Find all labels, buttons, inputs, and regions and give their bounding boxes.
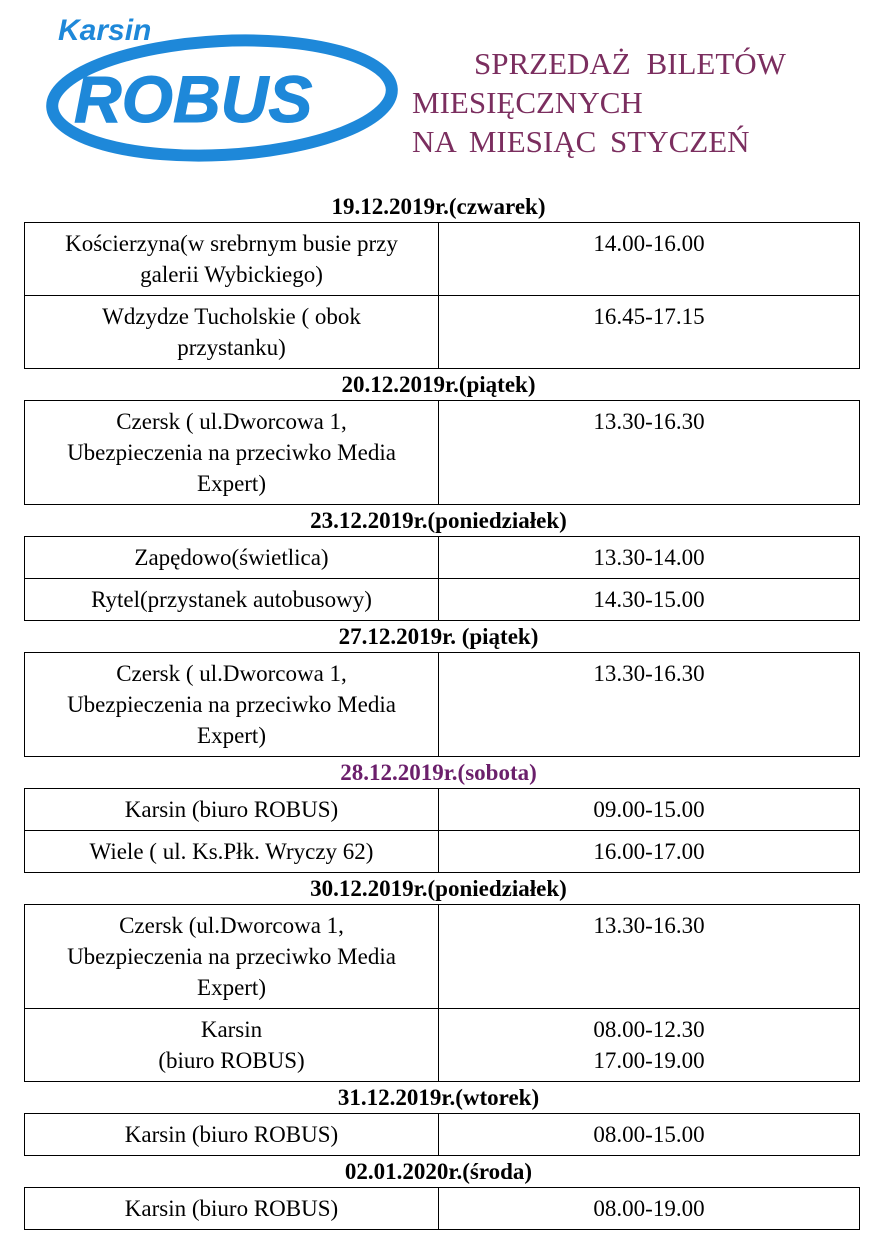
- title-line-1: SPRZEDAŻ BILETÓW: [474, 46, 786, 81]
- hours-line: 13.30-16.30: [593, 913, 705, 938]
- table-row: [25, 1114, 860, 1156]
- location-line: Ubezpieczenia na przeciwko Media: [67, 944, 396, 969]
- location-line: przystanku): [177, 335, 286, 360]
- location-line: Wiele ( ul. Ks.Płk. Wryczy 62): [89, 839, 374, 864]
- hours-line: 14.00-16.00: [593, 231, 705, 256]
- location-line: Czersk (ul.Dworcowa 1,: [119, 913, 344, 938]
- hours-line: 17.00-19.00: [593, 1048, 705, 1073]
- location-line: Karsin (biuro ROBUS): [124, 797, 339, 822]
- hours-line: 13.30-16.30: [593, 409, 705, 434]
- hours-cell: [439, 296, 860, 369]
- location-line: Expert): [197, 723, 266, 748]
- day-table: [24, 1187, 860, 1230]
- table-row: [25, 579, 860, 621]
- table-row: [25, 1188, 860, 1230]
- hours-cell: [439, 789, 860, 831]
- hours-cell: [439, 653, 860, 757]
- location-line: (biuro ROBUS): [158, 1048, 305, 1073]
- table-row: [25, 831, 860, 873]
- location-cell: [25, 1188, 439, 1230]
- location-line: Expert): [197, 471, 266, 496]
- day-header: 19.12.2019r.(czwarek): [331, 194, 546, 219]
- hours-cell: [439, 223, 860, 296]
- hours-cell: [439, 1009, 860, 1082]
- day-table: [24, 904, 860, 1082]
- day-table: [24, 222, 860, 369]
- hours-cell: [439, 905, 860, 1009]
- location-line: Ubezpieczenia na przeciwko Media: [67, 440, 396, 465]
- location-cell: [25, 401, 439, 505]
- day-table: [24, 1113, 860, 1156]
- location-line: Rytel(przystanek autobusowy): [91, 587, 372, 612]
- table-row: [25, 223, 860, 296]
- logo-big-text: ROBUS: [74, 62, 313, 136]
- logo-small-text: Karsin: [58, 14, 152, 47]
- day-header: 28.12.2019r.(sobota): [340, 760, 537, 785]
- title-line-2: MIESIĘCZNYCH: [412, 85, 643, 120]
- table-row: [25, 789, 860, 831]
- day-header: 20.12.2019r.(piątek): [341, 372, 536, 397]
- day-header: 30.12.2019r.(poniedziałek): [310, 876, 567, 901]
- table-row: [25, 537, 860, 579]
- location-cell: [25, 1114, 439, 1156]
- location-cell: [25, 1009, 439, 1082]
- hours-cell: [439, 831, 860, 873]
- location-cell: [25, 223, 439, 296]
- day-header: 27.12.2019r. (piątek): [338, 624, 539, 649]
- location-line: Czersk ( ul.Dworcowa 1,: [116, 409, 347, 434]
- table-row: [25, 905, 860, 1009]
- title-line-3: NA MIESIĄC STYCZEŃ: [412, 124, 750, 159]
- location-cell: [25, 579, 439, 621]
- day-header: 23.12.2019r.(poniedziałek): [310, 508, 567, 533]
- table-row: [25, 401, 860, 505]
- location-line: Ubezpieczenia na przeciwko Media: [67, 692, 396, 717]
- location-line: Kościerzyna(w srebrnym busie przy: [65, 231, 398, 256]
- day-table: [24, 652, 860, 757]
- hours-line: 13.30-14.00: [593, 545, 705, 570]
- day-table: [24, 788, 860, 873]
- robus-logo: [46, 10, 402, 162]
- location-line: Czersk ( ul.Dworcowa 1,: [116, 661, 347, 686]
- hours-cell: [439, 401, 860, 505]
- page-title: [412, 44, 852, 161]
- hours-cell: [439, 1188, 860, 1230]
- robus-logo-mark: [46, 10, 402, 162]
- table-row: [25, 296, 860, 369]
- table-row: [25, 1009, 860, 1082]
- hours-line: 08.00-19.00: [593, 1196, 705, 1221]
- day-table: [24, 400, 860, 505]
- location-line: Expert): [197, 975, 266, 1000]
- day-table: [24, 536, 860, 621]
- hours-line: 08.00-15.00: [593, 1122, 705, 1147]
- location-cell: [25, 296, 439, 369]
- location-line: Karsin (biuro ROBUS): [124, 1122, 339, 1147]
- day-header: 31.12.2019r.(wtorek): [337, 1085, 540, 1110]
- location-line: Zapędowo(świetlica): [134, 545, 329, 570]
- hours-line: 13.30-16.30: [593, 661, 705, 686]
- hours-cell: [439, 579, 860, 621]
- location-line: Karsin (biuro ROBUS): [124, 1196, 339, 1221]
- location-line: Karsin: [200, 1017, 263, 1042]
- hours-line: 14.30-15.00: [593, 587, 705, 612]
- location-cell: [25, 537, 439, 579]
- location-cell: [25, 653, 439, 757]
- hours-line: 16.45-17.15: [593, 304, 705, 329]
- hours-line: 08.00-12.30: [593, 1017, 705, 1042]
- location-line: galerii Wybickiego): [140, 262, 323, 287]
- schedule-table: [24, 191, 853, 1230]
- table-row: [25, 653, 860, 757]
- hours-cell: [439, 537, 860, 579]
- hours-line: 16.00-17.00: [593, 839, 705, 864]
- location-cell: [25, 831, 439, 873]
- location-line: Wdzydze Tucholskie ( obok: [102, 304, 361, 329]
- hours-line: 09.00-15.00: [593, 797, 705, 822]
- day-header: 02.01.2020r.(środa): [344, 1159, 533, 1184]
- location-cell: [25, 905, 439, 1009]
- location-cell: [25, 789, 439, 831]
- hours-cell: [439, 1114, 860, 1156]
